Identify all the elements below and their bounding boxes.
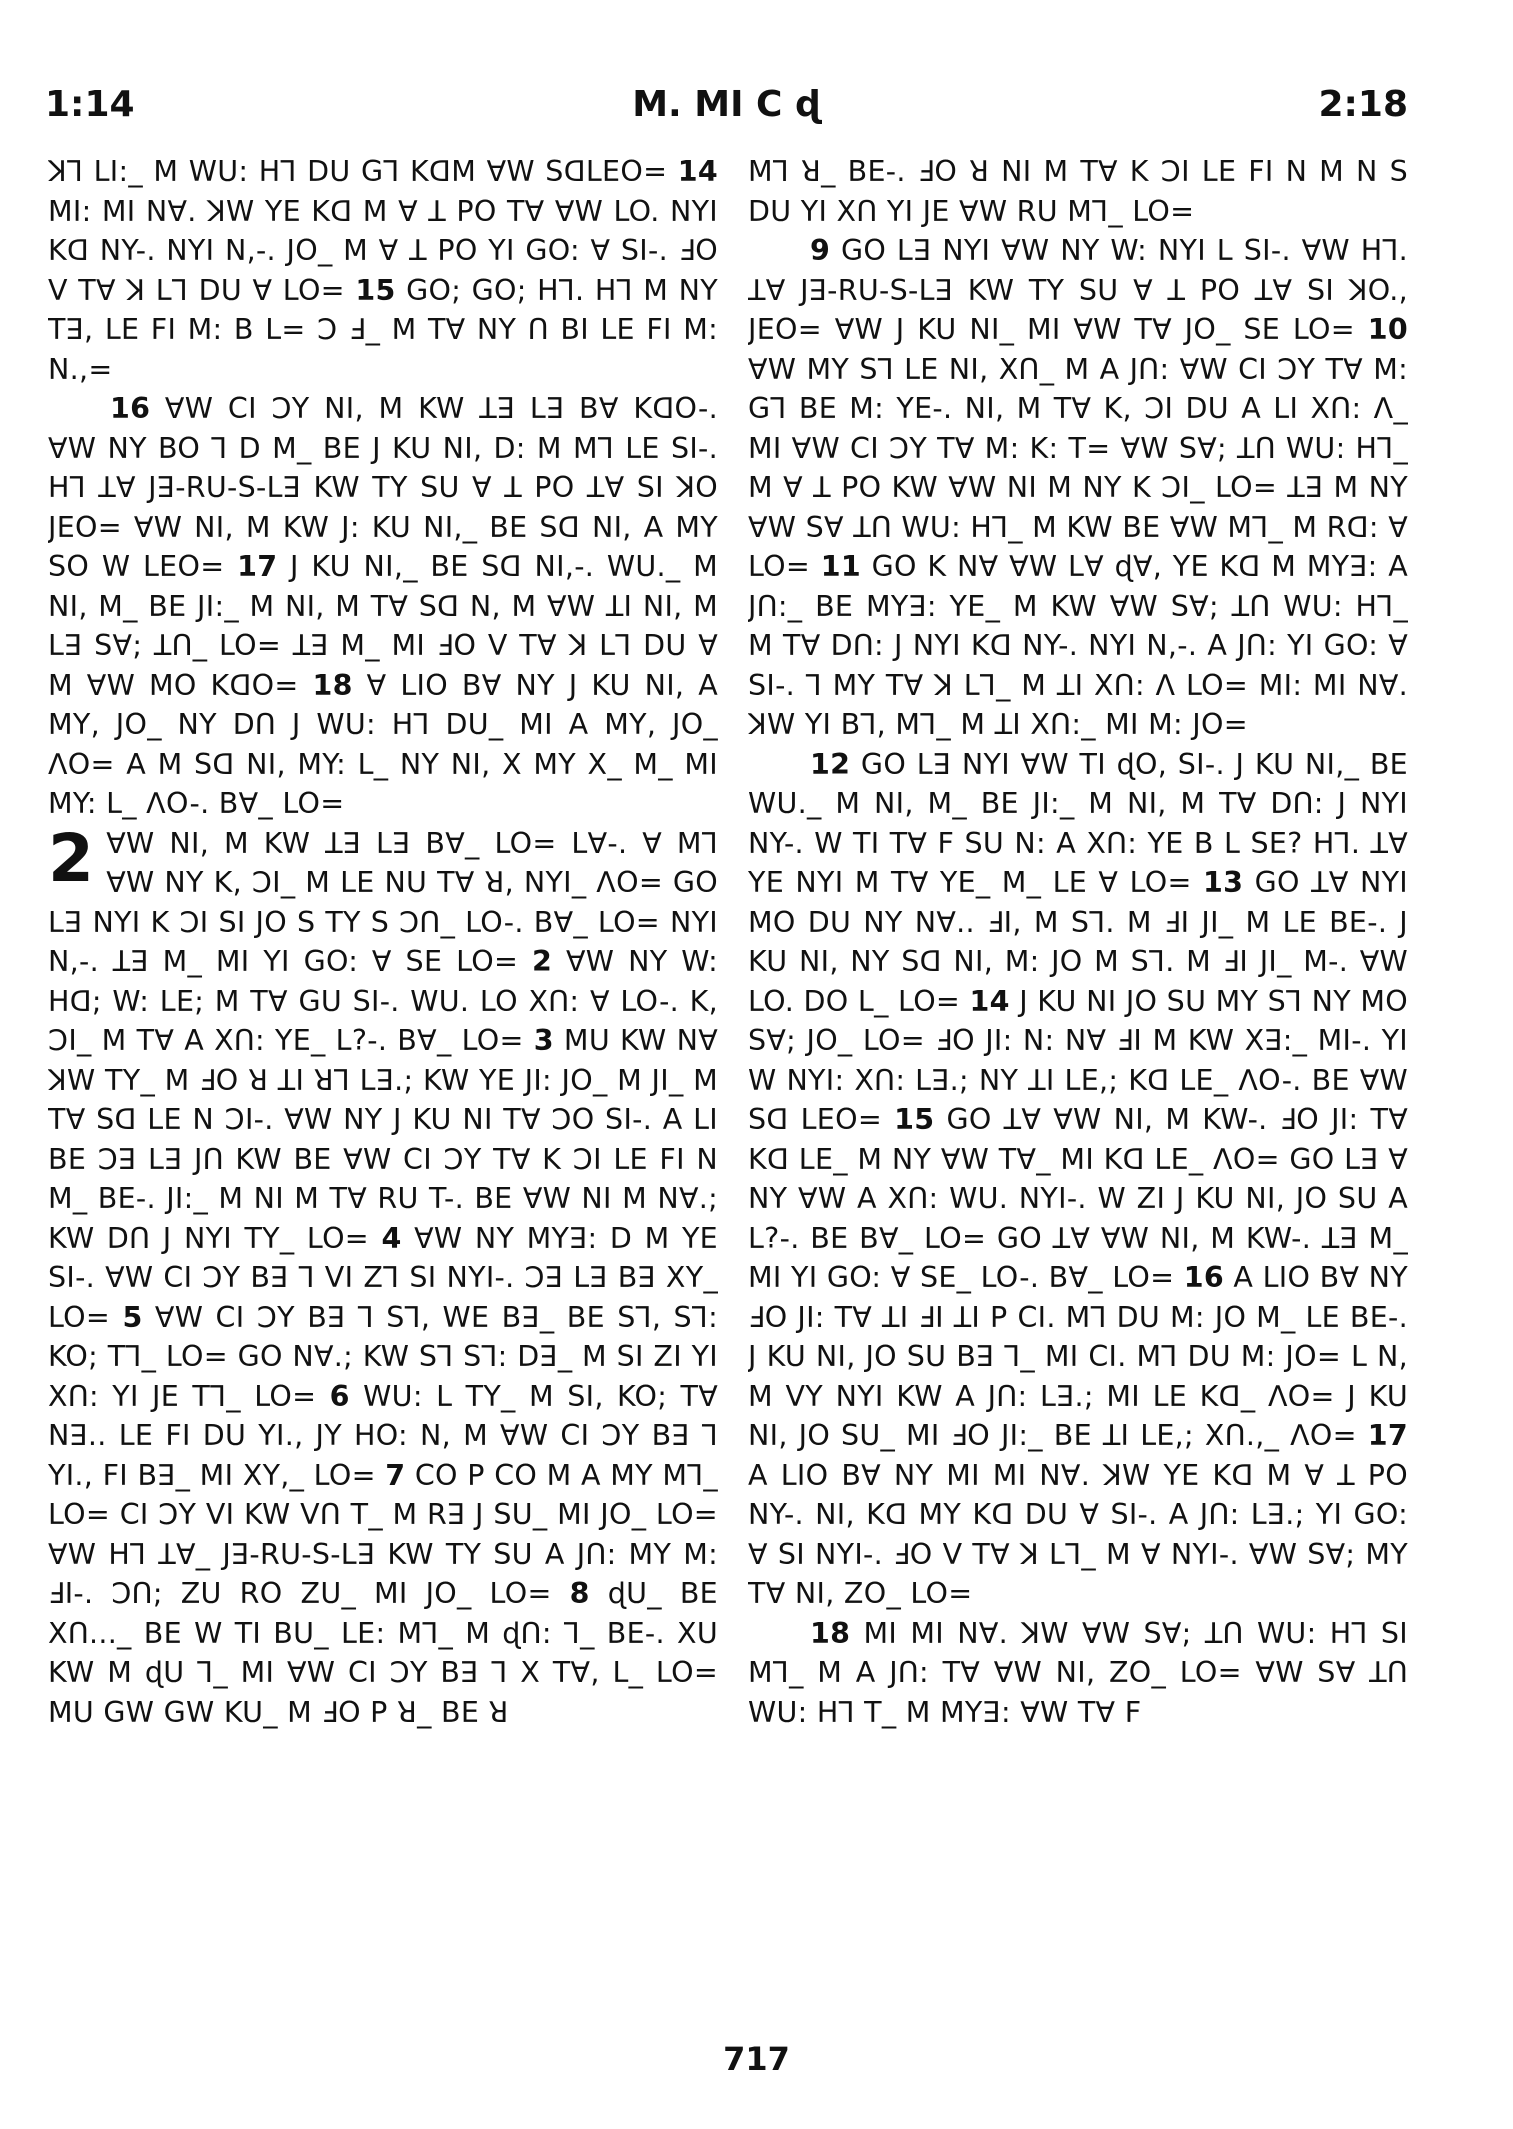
text-run: ꓯW MY Sꓶ LE NI, Xꓵ_ M A Jꓵ: ꓯW CI ꓛY Tꓯ M: Gꓶ BE M: YE-. NI, M Tꓯ K, ꓛI DU A LI Xꓵ: ꓥ_ MI ꓯW CI ꓛY Tꓯ M: K: T= ꓯW Sꓯ; ꓕꓵ WU: Hꓶ_ M ꓯ ꓕ PO KW ꓯW NI M NY K ꓛI_ LO= ꓕꓱ M NY ꓯW Sꓯ ꓕꓵ WU: Hꓶ_ M KW BE ꓯW Mꓶ_ M Rꓷ: ꓯ LO= xyxy=(748,352,1408,583)
text-run: ꓯ LIO Bꓯ NY J KU NI, A MY, JO_ NY Dꓵ J WU: Hꓶ DU_ MI A MY, JO_ ꓥO= A M Sꓷ NI, MY: L_ NY NI, X MY X_ M_ MI MY: L_ ꓥO-. Bꓯ_ LO= xyxy=(48,668,718,820)
verse-number: 13 xyxy=(1203,866,1244,899)
text-run: ꓯW NI, M KW ꓕꓱ Lꓱ Bꓯ_ LO= Lꓯ-. ꓯ Mꓶ ꓯW NY K, ꓛI_ M LE NU Tꓯ ꓤ, NYI_ ꓥO= GO Lꓱ NYI K ꓛI SI JO S TY S ꓛꓵ_ LO-. Bꓯ_ LO= NYI N,-. ꓕꓱ M_ MI YI GO: ꓯ SE LO= xyxy=(48,826,718,978)
text-run: GO ꓕꓯ NYI MO DU NY Nꓯ.. ꓞI, M Sꓶ. M ꓞI JI_ M LE BE-. J KU NI, NY Sꓷ NI, M: JO M Sꓶ. M ꓞI JI_ M-. ꓯW LO. DO L_ LO= xyxy=(748,866,1408,1018)
text-run: GO K Nꓯ ꓯW Lꓯ ɖꓯ, YE Kꓷ M MYꓱ: A Jꓵ:_ BE MYꓱ: YE_ M KW ꓯW Sꓯ; ꓕꓵ WU: Hꓶ_ M Tꓯ Dꓵ: J NYI Kꓷ NY-. NYI N,-. A Jꓵ: YI GO: ꓯ SI-. ꓶ MY Tꓯ ꓘ Lꓶ_ M ꓕI Xꓵ: ꓥ LO= MI: MI Nꓯ. ꓘW YI Bꓶ, Mꓶ_ M ꓕI Xꓵ:_ MI M: JO= xyxy=(748,550,1408,741)
page-number: 717 xyxy=(723,2040,790,2078)
text-run: A LIO Bꓯ NY MI MI Nꓯ. ꓘW YE Kꓷ M ꓯ ꓕ PO NY-. NI, Kꓷ MY Kꓷ DU ꓯ SI-. A Jꓵ: Lꓱ.; YI GO: ꓯ SI NYI-. ꓞO V Tꓯ ꓘ Lꓶ_ M ꓯ NYI-. ꓯW Sꓯ; MY Tꓯ NI, ZO_ LO= xyxy=(748,1458,1408,1610)
verse-number: 3 xyxy=(533,1024,554,1057)
header-right-reference: 2:18 xyxy=(1318,84,1408,125)
verse-number: 18 xyxy=(312,668,353,702)
verse-number: 17 xyxy=(1367,1419,1408,1452)
verse-number: 5 xyxy=(122,1300,143,1334)
header-book-title: M. MI C ɖ xyxy=(632,84,821,125)
text-run: ꓯW CI ꓛY Bꓱ ꓶ Sꓶ, WE Bꓱ_ BE Sꓶ, Sꓶ: KO; Tꓶ_ LO= GO Nꓯ.; KW Sꓶ Sꓶ: Dꓱ_ M SI ZI YI Xꓵ: YI JE Tꓶ_ LO= xyxy=(48,1300,718,1413)
verse-number: 17 xyxy=(237,550,278,583)
text-run: GO ꓕꓯ ꓯW NI, M KW-. ꓞO JI: Tꓯ Kꓷ LE_ M NY ꓯW Tꓯ_ MI Kꓷ LE_ ꓥO= GO Lꓱ ꓯ NY ꓯW A Xꓵ: WU. NYI-. W ZI J KU NI, JO SU A L?-. BE Bꓯ_ LO= GO ꓕꓯ ꓯW NI, M KW-. ꓕꓱ M_ MI YI GO: ꓯ SE_ LO-. Bꓯ_ LO= xyxy=(748,1103,1408,1294)
verse-number: 11 xyxy=(820,550,861,583)
text-run: J KU NI JO SU MY Sꓶ NY MO Sꓯ; JO_ LO= ꓞO JI: N: Nꓯ ꓞI M KW Xꓱ:_ MI-. YI W NYI: Xꓵ: Lꓱ.; NY ꓕI LE,; Kꓷ LE_ ꓥO-. BE ꓯW Sꓷ LEO= xyxy=(748,984,1408,1136)
verse-number: 18 xyxy=(810,1616,851,1650)
text-run: GO Lꓱ NYI ꓯW NY W: NYI L SI-. ꓯW Hꓶ. ꓕꓯ Jꓱ-RU-S-Lꓱ KW TY SU ꓯ ꓕ PO ꓕꓯ SI ꓘO., JEO= ꓯW J KU NI_ MI ꓯW Tꓯ JO_ SE LO= xyxy=(748,234,1408,346)
verse-number: 14 xyxy=(677,155,718,188)
verse-number: 16 xyxy=(110,392,151,425)
verse-number: 4 xyxy=(381,1221,402,1255)
verse-number: 12 xyxy=(810,747,851,781)
text-run: MI MI Nꓯ. ꓘW ꓯW Sꓯ; ꓕꓵ WU: Hꓶ SI Mꓶ_ M A Jꓵ: Tꓯ ꓯW NI, ZO_ LO= ꓯW Sꓯ ꓕꓵ WU: Hꓶ T_ M MYꓱ: ꓯW Tꓯ F xyxy=(748,1616,1408,1729)
chapter-paragraph xyxy=(48,819,718,1733)
text-run: ꓘꓶ LI:_ M WU: Hꓶ DU Gꓶ KꓷM ꓯW SꓷLEO= xyxy=(48,155,678,188)
verse-number: 16 xyxy=(1183,1261,1224,1294)
verse-number: 2 xyxy=(532,945,553,978)
paragraph xyxy=(48,389,718,824)
verse-number: 15 xyxy=(894,1103,935,1136)
text-run: ꓯW NY W: Hꓷ; W: LE; M Tꓯ GU SI-. WU. LO Xꓵ: ꓯ LO-. K, ꓛI_ M Tꓯ A Xꓵ: YE_ L?-. Bꓯ_ LO= xyxy=(48,945,718,1057)
verse-number: 15 xyxy=(355,273,396,307)
header-left-reference: 1:14 xyxy=(45,84,135,125)
text-run: WU: L TY_ M SI, KO; Tꓯ Nꓱ.. LE FI DU YI., JY HO: N, M ꓯW CI ꓛY Bꓱ ꓶ YI., FI Bꓱ_ MI XY,_ LO= xyxy=(48,1379,718,1492)
text-run: ꓯW CI ꓛY NI, M KW ꓕꓱ Lꓱ Bꓯ KꓷO-. ꓯW NY BO ꓶ D M_ BE J KU NI, D: M Mꓶ LE SI-. Hꓶ ꓕꓯ Jꓱ-RU-S-Lꓱ KW TY SU ꓯ ꓕ PO ꓕꓯ SI ꓘO JEO= ꓯW NI, M KW J: KU NI,_ BE Sꓷ NI, A MY SO W LEO= xyxy=(48,392,718,583)
chapter-number: 2 xyxy=(48,819,95,897)
text-run: GO Lꓱ NYI ꓯW TI ɖO, SI-. J KU NI,_ BE WU._ M NI, M_ BE JI:_ M NI, M Tꓯ Dꓵ: J NYI NY-. W TI Tꓯ F SU N: A Xꓵ: YE B L SE? Hꓶ. ꓕꓯ YE NYI M Tꓯ YE_ M_ LE ꓯ LO= xyxy=(748,747,1408,899)
text-run: CO P CO M A MY Mꓶ_ LO= CI ꓛY VI KW Vꓵ T_ M Rꓱ J SU_ MI JO_ LO= ꓯW Hꓶ ꓕꓯ_ Jꓱ-RU-S-Lꓱ KW TY SU A Jꓵ: MY M: ꓞI-. ꓛꓵ; ZU RO ZU_ MI JO_ LO= xyxy=(48,1458,718,1610)
text-run: J KU NI,_ BE Sꓷ NI,-. WU._ M NI, M_ BE JI:_ M NI, M Tꓯ Sꓷ N, M ꓯW ꓕI NI, M Lꓱ Sꓯ; ꓕꓵ_ LO= ꓕꓱ M_ MI ꓞO V Tꓯ ꓘ Lꓶ DU ꓯ M ꓯW MO KꓷO= xyxy=(48,550,718,702)
right-column xyxy=(748,152,1408,1732)
verse-number: 14 xyxy=(969,984,1010,1018)
text-run: MI: MI Nꓯ. ꓘW YE Kꓷ M ꓯ ꓕ PO Tꓯ ꓯW LO. NYI Kꓷ NY-. NYI N,-. JO_ M ꓯ ꓕ PO YI GO: ꓯ SI-. ꓞO V Tꓯ ꓘ Lꓶ DU ꓯ LO= xyxy=(48,194,718,307)
text-run: MU KW Nꓯ ꓘW TY_ M ꓞO ꓤ ꓕI ꓤꓶ Lꓱ.; KW YE JI: JO_ M JI_ M Tꓯ Sꓷ LE N ꓛI-. ꓯW NY J KU NI Tꓯ ꓛO SI-. A LI BE ꓛꓱ Lꓱ Jꓵ KW BE ꓯW CI ꓛY Tꓯ K ꓛI LE FI N M_ BE-. JI:_ M NI M Tꓯ RU T-. BE ꓯW NI M Nꓯ.; KW Dꓵ J NYI TY_ LO= xyxy=(48,1024,718,1255)
text-run: GO; GO; Hꓶ. Hꓶ M NY Tꓱ, LE FI M: B L= ꓛ ꓞ_ M Tꓯ NY ꓵ BI LE FI M: N.,= xyxy=(48,273,718,386)
paragraph xyxy=(48,152,718,389)
text-run: A LIO Bꓯ NY ꓞO JI: Tꓯ ꓕI ꓞI ꓕI P CI. Mꓶ DU M: JO M_ LE BE-. J KU NI, JO SU Bꓱ ꓶ_ MI CI. Mꓶ DU M: JO= L N, M VY NYI KW A Jꓵ: Lꓱ.; MI LE Kꓷ_ ꓥO= J KU NI, JO SU_ MI ꓞO JI:_ BE ꓕI LE,; Xꓵ.,_ ꓥO= xyxy=(748,1261,1408,1452)
left-column xyxy=(48,152,718,1732)
verse-number: 6 xyxy=(329,1379,350,1413)
verse-number: 7 xyxy=(385,1458,406,1492)
paragraph xyxy=(748,745,1408,1614)
paragraph xyxy=(748,231,1408,745)
text-run: ꓯW NY MYꓱ: D M YE SI-. ꓯW CI ꓛY Bꓱ ꓶ VI Zꓶ SI NYI-. ꓛꓱ Lꓱ Bꓱ XY_ LO= xyxy=(48,1221,718,1334)
text-run: ɖU_ BE Xꓵ..._ BE W TI BU_ LE: Mꓶ_ M ɖꓵ: ꓶ_ BE-. XU KW M ɖU ꓶ_ MI ꓯW CI ꓛY Bꓱ ꓶ X Tꓯ, L_ LO= MU GW GW KU_ M ꓞO P ꓤ_ BE ꓤ xyxy=(48,1577,718,1729)
text-run: Mꓶ ꓤ_ BE-. ꓞO ꓤ NI M Tꓯ K ꓛI LE FI N M N S DU YI Xꓵ YI JE ꓯW RU Mꓶ_ LO= xyxy=(748,155,1408,228)
paragraph xyxy=(748,1614,1408,1733)
verse-number: 10 xyxy=(1367,313,1408,346)
paragraph xyxy=(748,152,1408,231)
verse-number: 8 xyxy=(569,1577,590,1610)
page-header xyxy=(45,84,1408,134)
verse-number: 9 xyxy=(810,234,831,267)
